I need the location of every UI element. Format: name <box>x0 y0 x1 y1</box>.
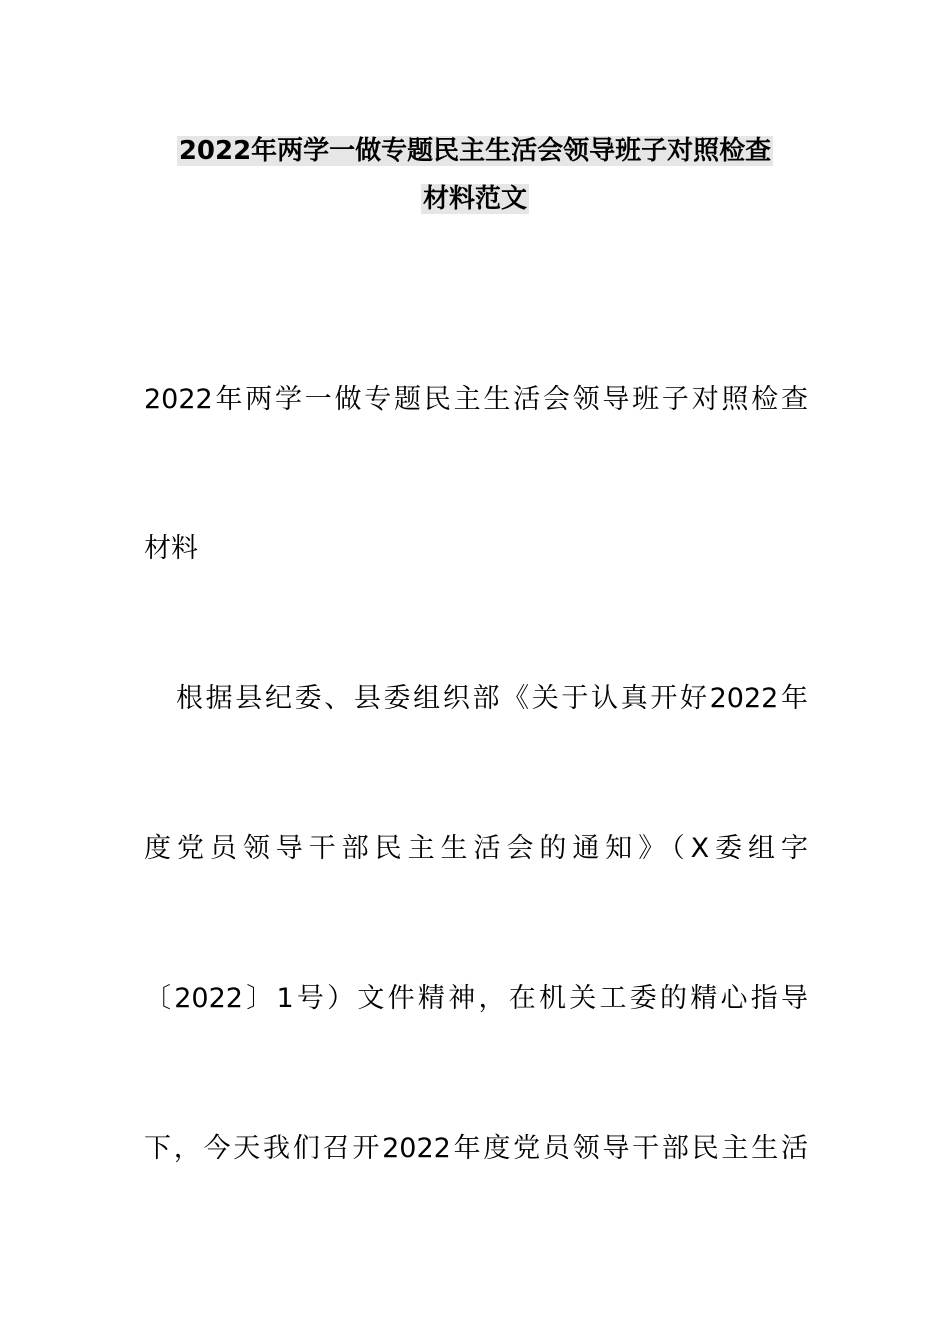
document-title-text-1: 2022年两学一做专题民主生活会领导班子对照检查 <box>178 136 772 166</box>
body-line: 〔2022〕1号）文件精神，在机关工委的精心指导 <box>144 983 808 1014</box>
body-line: 下，今天我们召开2022年度党员领导干部民主生活 <box>144 1133 808 1164</box>
document-title-line-2 <box>0 181 950 217</box>
body-line: 度党员领导干部民主生活会的通知》（X委组字 <box>144 833 808 864</box>
body-line: 材料 <box>144 533 198 564</box>
document-title-text-2: 材料范文 <box>422 184 527 214</box>
body-line: 2022年两学一做专题民主生活会领导班子对照检查 <box>144 384 808 415</box>
document-title-line-1 <box>0 133 950 169</box>
body-line: 根据县纪委、县委组织部《关于认真开好2022年 <box>176 683 808 714</box>
